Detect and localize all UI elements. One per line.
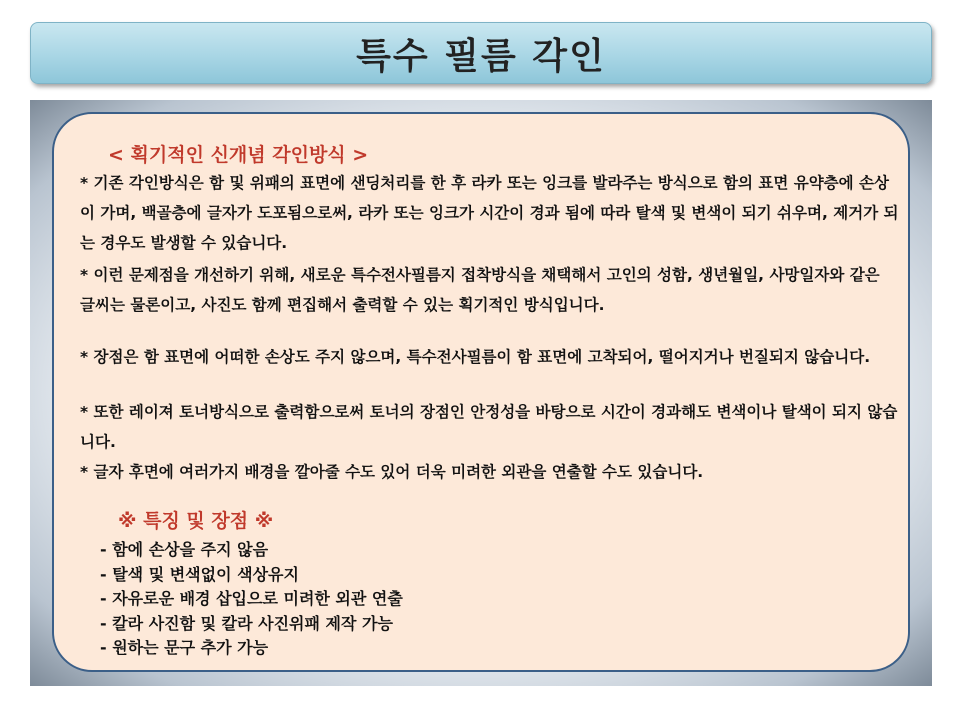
paragraph-advantage: * 장점은 함 표면에 어떠한 손상도 주지 않으며, 특수전사필름이 함 표면에 고착되어, 떨어지거나 번질되지 않습니다. — [80, 348, 871, 366]
features-list — [100, 538, 403, 661]
paragraph-new-method: * 이런 문제점을 개선하기 위해, 새로운 특수전사필름지 접착방식을 채택해서 고인의 성함, 생년월일, 사망일자와 같은 글씨는 물론이고, 사진도 함께 편집해서 출력할 수 있는 획기적인 방식입니다. — [80, 266, 880, 314]
feature-item: - 자유로운 배경 삽입으로 미려한 외관 연출 — [100, 589, 403, 608]
feature-item: - 원하는 문구 추가 가능 — [100, 638, 269, 657]
paragraph-background: * 글자 후면에 여러가지 배경을 깔아줄 수도 있어 더욱 미려한 외관을 연출할 수도 있습니다. — [80, 463, 704, 481]
section-heading-new-method: < 획기적인 신개념 각인방식 > — [108, 144, 369, 166]
page-title: 특수 필름 각인 — [356, 35, 606, 77]
paragraph-laser-toner: * 또한 레이져 토너방식으로 출력함으로써 토너의 장점인 안정성을 바탕으로 시간이 경과해도 변색이나 탈색이 되지 않습니다. — [80, 403, 898, 451]
paragraph-existing-method: * 기존 각인방식은 함 및 위패의 표면에 샌딩처리를 한 후 라카 또는 잉크를 발라주는 방식으로 함의 표면 유약층에 손상이 가며, 백골층에 글자가 도포됨으로써, 라카 또는 잉크가 시간이 경과 됨에 따라 탈색 및 변색이 되기 쉬우며, 제거가 되는 경우도 발생할 수 있습니다. — [80, 174, 899, 252]
feature-item: - 함에 손상을 주지 않음 — [100, 540, 269, 559]
title-banner — [30, 22, 932, 84]
section-heading-features: ※ 특징 및 장점 ※ — [118, 510, 274, 532]
feature-item: - 탈색 및 변색없이 색상유지 — [100, 564, 299, 584]
feature-item: - 칼라 사진함 및 칼라 사진위패 제작 가능 — [100, 613, 393, 633]
